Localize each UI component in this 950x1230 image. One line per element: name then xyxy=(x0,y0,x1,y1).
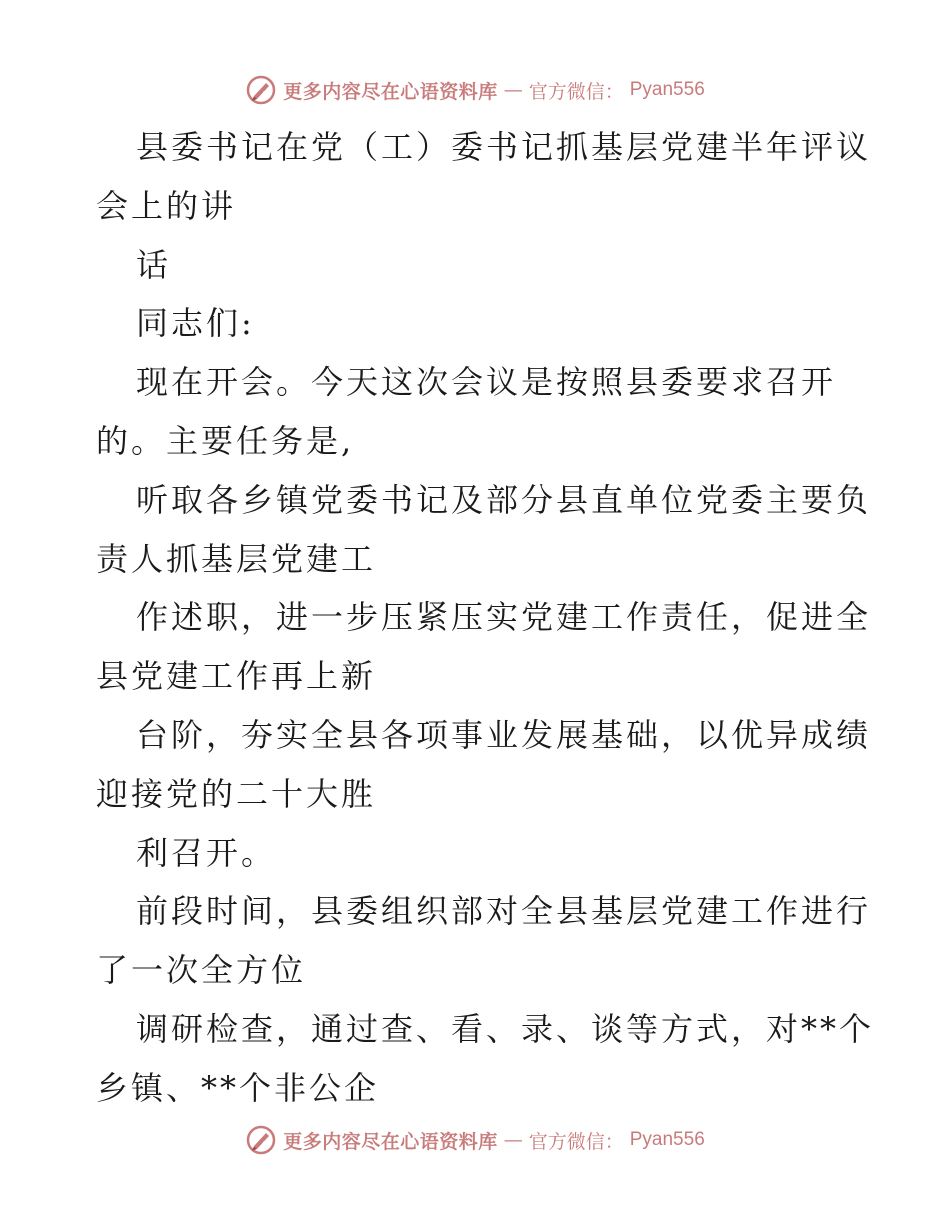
watermark-brand-text: 更多内容尽在心语资料库 xyxy=(283,80,498,103)
footer-watermark xyxy=(0,1122,950,1158)
paragraph-line: 县党建工作再上新 xyxy=(96,657,377,696)
paragraph-line: 调研检查，通过查、看、录、谈等方式，对**个 xyxy=(136,1009,875,1048)
header-watermark xyxy=(0,72,950,108)
paragraph-line: 的。主要任务是, xyxy=(96,421,355,460)
paragraph-line: 台阶，夯实全县各项事业发展基础，以优异成绩 xyxy=(136,715,872,754)
watermark-wechat-id: Pyan556 xyxy=(629,1129,705,1150)
document-body xyxy=(96,118,875,1118)
paragraph-line: 了一次全方位 xyxy=(96,951,307,990)
paragraph-line: 乡镇、**个非公企 xyxy=(96,1068,380,1107)
paragraph-line: 听取各乡镇党委书记及部分县直单位党委主要负 xyxy=(136,480,872,519)
watermark-brand-text: 更多内容尽在心语资料库 xyxy=(283,1130,498,1153)
watermark-dash: — xyxy=(503,79,523,101)
title-line-2: 会上的讲 xyxy=(96,186,237,225)
paragraph-line: 作述职，进一步压紧压实党建工作责任，促进全 xyxy=(136,598,872,637)
title-line-1: 县委书记在党（工）委书记抓基层党建半年评议 xyxy=(136,128,872,166)
paragraph-line: 责人抓基层党建工 xyxy=(96,539,377,578)
salutation-line: 同志们: xyxy=(136,304,255,343)
paragraph-line: 现在开会。今天这次会议是按照县委要求召开 xyxy=(136,363,837,402)
paragraph-line: 前段时间，县委组织部对全县基层党建工作进行 xyxy=(136,892,872,931)
watermark-wechat-label: 官方微信： xyxy=(528,1130,624,1153)
watermark-wechat-id: Pyan556 xyxy=(629,79,705,100)
paragraph-line: 利召开。 xyxy=(136,833,277,872)
pen-logo-icon xyxy=(245,74,277,106)
watermark-wechat-label: 官方微信： xyxy=(528,80,624,103)
paragraph-line: 迎接党的二十大胜 xyxy=(96,774,377,813)
pen-logo-icon xyxy=(245,1124,277,1156)
title-line-3: 话 xyxy=(136,245,172,284)
watermark-dash: — xyxy=(503,1129,523,1151)
